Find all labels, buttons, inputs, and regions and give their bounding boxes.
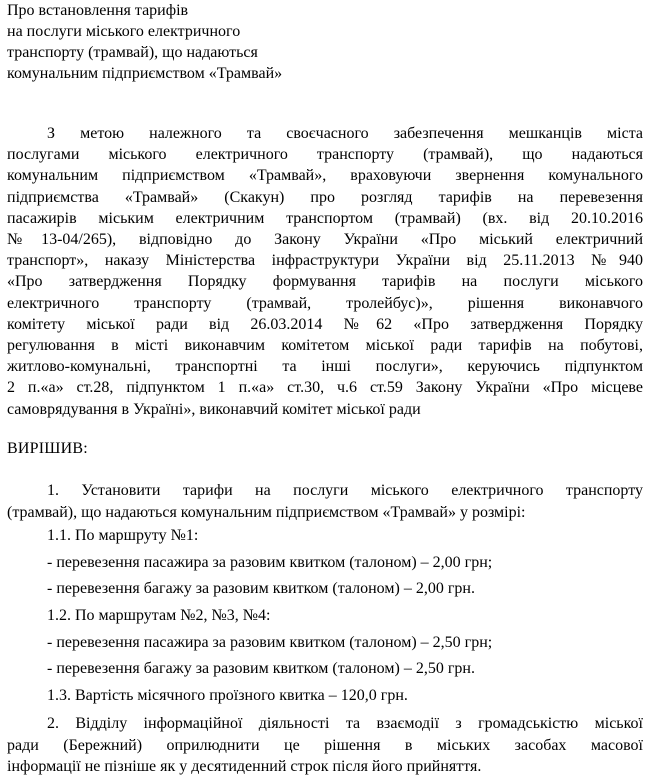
point-1-paragraph — [7, 480, 643, 523]
preamble-line: транспорт», наказу Міністерства інфраструктури України від 25.11.2013 №940 — [7, 252, 643, 270]
preamble-line: пасажирів міським електричним транспортом (трамвай) (вх. від 20.10.2016 — [7, 209, 643, 227]
preamble-line: 2 п.«а» ст.28, підпунктом 1 п.«а» ст.30, ч.6 ст.59 Закону України «Про місцеве — [7, 379, 643, 397]
point-2-line: ради (Бережний) оприлюднити це рішення в міських засобах масової — [7, 736, 643, 754]
decision-heading: ВИРІШИВ: — [7, 440, 88, 457]
preamble-line: комітету міської ради від 26.03.2014 №62 «Про затвердження Порядку — [7, 315, 643, 333]
point-2-line: інформації не пізніше як у десятиденний строк після його прийняття. — [7, 758, 482, 775]
preamble-line: З метою належного та своєчасного забезпечення мешканців міста — [47, 125, 643, 142]
document-title — [7, 0, 427, 84]
title-line: на послуги міського електричного — [7, 23, 241, 40]
preamble-paragraph — [7, 123, 643, 420]
preamble-line: електричного транспорту (трамвай, тролейбус)», рішення виконавчого — [7, 294, 643, 312]
preamble-line: «Про затвердження Порядку формування тарифів на послуги міського — [7, 273, 643, 291]
title-line: Про встановлення тарифів — [7, 2, 189, 19]
preamble-line: №13-04/265), відповідно до Закону України «Про міський електричний — [7, 231, 643, 249]
preamble-line: житлово-комунальні, транспортні та інші послуги», керуючись підпунктом — [7, 358, 643, 376]
preamble-line: підприємства «Трамвай» (Скакун) про розгляд тарифів на перевезення — [7, 188, 643, 206]
title-line: комунальним підприємством «Трамвай» — [7, 65, 283, 82]
title-line: транспорту (трамвай), що надаються — [7, 44, 258, 61]
preamble-line: самоврядування в Україні», виконавчий комітет міської ради — [7, 400, 421, 418]
list-item: - перевезення пасажира за разовим квитком (талоном) – 2,50 грн; — [47, 634, 493, 651]
preamble-line: регулювання в місті виконавчим комітетом міської ради тарифів на побутові, — [7, 337, 643, 355]
point-1-line: (трамвай), що надаються комунальним підприємством «Трамвай» у розмірі: — [7, 503, 526, 521]
list-item: - перевезення пасажира за разовим квитком (талоном) – 2,00 грн; — [47, 554, 493, 571]
preamble-line: послугами міського електричного транспорту (трамвай), що надаються — [7, 146, 643, 164]
subpoint-1-2-heading: 1.2. По маршрутам №2, №3, №4: — [47, 607, 271, 624]
point-2-line: 2. Відділу інформаційної діяльності та взаємодії з громадськістю міської — [47, 715, 643, 732]
subpoint-1-3-heading: 1.3. Вартість місячного проїзного квитка – 120,0 грн. — [47, 687, 408, 704]
point-2-paragraph — [7, 713, 643, 778]
subpoint-1-1-heading: 1.1. По маршруту №1: — [47, 527, 199, 544]
list-item: - перевезення багажу за разовим квитком (талоном) – 2,00 грн. — [47, 580, 475, 597]
point-1-line: 1. Установити тарифи на послуги міського електричного транспорту — [47, 482, 643, 499]
preamble-line: комунальним підприємством «Трамвай», враховуючи звернення комунального — [7, 167, 643, 185]
list-item: - перевезення багажу за разовим квитком (талоном) – 2,50 грн. — [47, 660, 475, 677]
